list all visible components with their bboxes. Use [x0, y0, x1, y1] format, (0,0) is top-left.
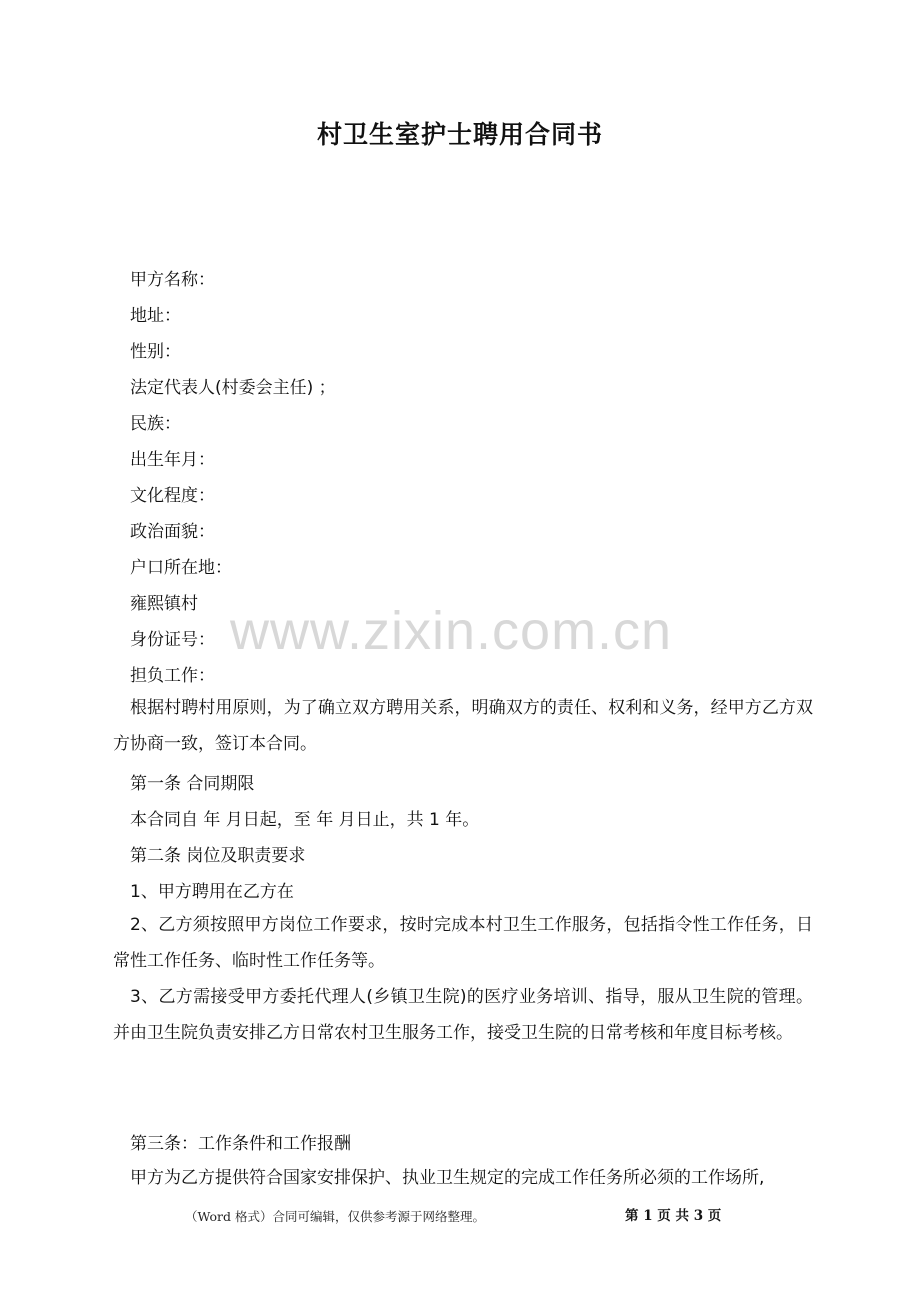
field-household-registration: 户口所在地： [130, 558, 232, 578]
article-2-title: 第二条 岗位及职责要求 [130, 846, 306, 866]
field-assigned-work: 担负工作： [130, 666, 215, 686]
article-1-title: 第一条 合同期限 [130, 774, 255, 794]
article-2-item-1: 1、甲方聘用在乙方在 [130, 882, 294, 902]
field-ethnicity: 民族： [130, 414, 181, 434]
field-address: 地址： [130, 306, 181, 326]
watermark: www.zixin.com.cn [230, 601, 673, 661]
footer-note: （Word 格式）合同可编辑，仅供参考源于网络整理。 [185, 1209, 485, 1224]
document-title: 村卫生室护士聘用合同书 [316, 120, 603, 149]
field-education: 文化程度： [130, 486, 215, 506]
field-birth-date: 出生年月： [130, 450, 215, 470]
intro-paragraph: 根据村聘村用原则，为了确立双方聘用关系，明确双方的责任、权利和义务，经甲方乙方双方协商一致，签订本合同。 [113, 698, 813, 754]
field-political-status: 政治面貌： [130, 522, 215, 542]
article-3-title: 第三条：工作条件和工作报酬 [130, 1134, 351, 1154]
field-id-number: 身份证号： [130, 630, 215, 650]
page-number: 第 1 页 共 3 页 [625, 1208, 722, 1224]
article-3-text: 甲方为乙方提供符合国家安排保护、执业卫生规定的完成工作任务所必须的工作场所, [130, 1168, 765, 1188]
field-legal-representative: 法定代表人(村委会主任) ； [130, 378, 336, 398]
article-2-item-3: 3、乙方需接受甲方委托代理人(乡镇卫生院)的医疗业务培训、指导，服从卫生院的管理。并由卫生院负责安排乙方日常农村卫生服务工作，接受卫生院的日常考核和年度目标考核。 [113, 987, 813, 1043]
field-gender: 性别： [130, 342, 181, 362]
article-2-item-2: 2、乙方须按照甲方岗位工作要求，按时完成本村卫生工作服务，包括指令性工作任务，日常性工作任务、临时性工作任务等。 [113, 915, 813, 971]
article-1-text: 本合同自 年 月日起，至 年 月日止，共 1 年。 [130, 810, 480, 830]
field-party-a-name: 甲方名称： [130, 270, 215, 290]
field-town-village: 雍熙镇村 [130, 594, 198, 614]
